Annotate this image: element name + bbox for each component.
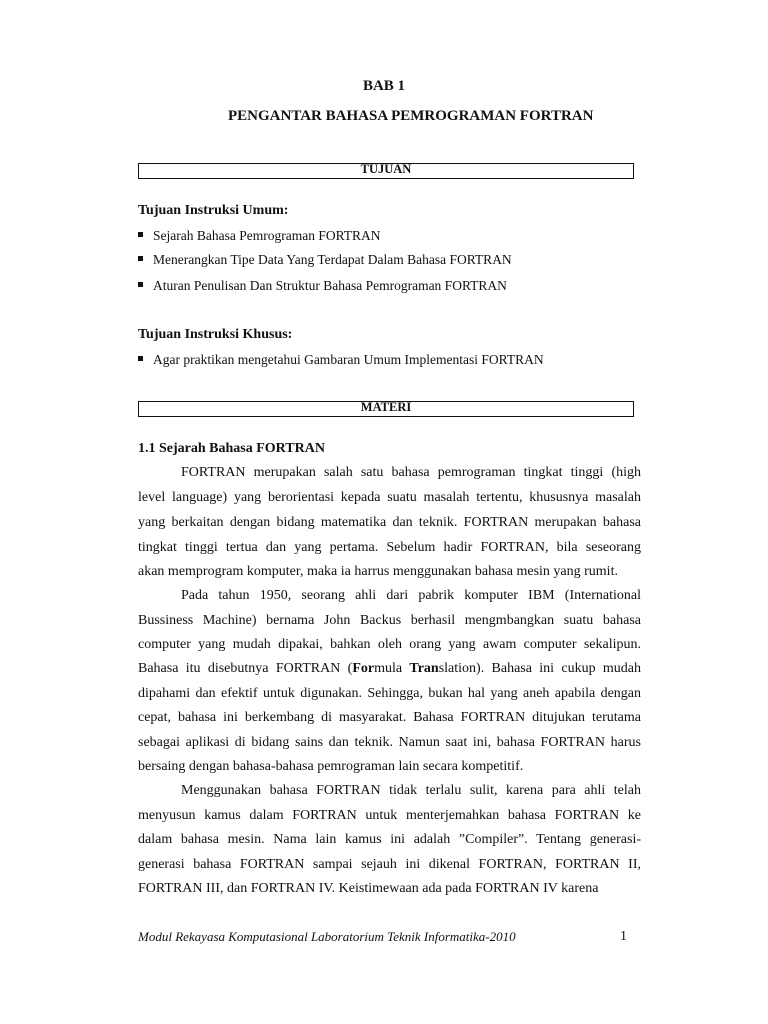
paragraph-line: FORTRAN III, dan FORTRAN IV. Keistimewaan ada pada FORTRAN IV karena [138,881,599,896]
paragraph-line [138,661,641,677]
paragraph-line: Pada tahun 1950, seorang ahli dari pabrik komputer IBM (International [181,588,641,603]
text-run: ). Bahasa ini cukup mudah [476,661,642,676]
section-heading: 1.1 Sejarah Bahasa FORTRAN [138,441,325,456]
paragraph-line: FORTRAN merupakan salah satu bahasa pemrograman tingkat tinggi (high [181,465,641,480]
tujuan-umum-heading: Tujuan Instruksi Umum: [138,203,289,218]
section-label-tujuan: TUJUAN [360,162,412,176]
paragraph-line: dalam bahasa mesin. Nama lain kamus ini adalah ”Compiler”. Tentang generasi- [138,832,641,847]
text-run: slation [438,661,477,676]
list-item [138,352,544,368]
paragraph-line: Bussiness Machine) bernama John Backus berhasil mengmbangkan suatu bahasa [138,613,641,628]
bullet-square-icon [138,282,143,287]
chapter-title: PENGANTAR BAHASA PEMROGRAMAN FORTRAN [228,108,594,124]
paragraph-line: dipahami dan efektif untuk digunakan. Sehingga, bukan hal yang aneh apabila dengan [138,686,641,701]
list-item [138,228,381,244]
list-item [138,252,512,268]
bullet-square-icon [138,256,143,261]
list-item [138,278,507,294]
list-item-text: Agar praktikan mengetahui Gambaran Umum Implementasi FORTRAN [153,352,544,367]
footer-text: Modul Rekayasa Komputasional Laboratorium Teknik Informatika-2010 [138,929,516,944]
emphasis-for: For [352,661,375,676]
paragraph-line: menyusun kamus dalam FORTRAN untuk menterjemahkan bahasa FORTRAN ke [138,808,641,823]
paragraph-line: yang berkaitan dengan bidang matematika dan teknik. FORTRAN merupakan bahasa [138,515,641,530]
chapter-label: BAB 1 [362,78,406,94]
list-item-text: Sejarah Bahasa Pemrograman FORTRAN [153,228,381,243]
paragraph-line: generasi bahasa FORTRAN sampai sejauh ini dikenal FORTRAN, FORTRAN II, [138,857,641,872]
text-run: mula [374,661,410,676]
text-run: Bahasa itu disebutnya FORTRAN ( [138,661,353,676]
bullet-square-icon [138,356,143,361]
paragraph-line: akan memprogram komputer, maka ia harrus menggunakan bahasa mesin yang rumit. [138,564,618,579]
paragraph-line: Menggunakan bahasa FORTRAN tidak terlalu sulit, karena para ahli telah [181,783,641,798]
tujuan-khusus-heading: Tujuan Instruksi Khusus: [138,327,293,342]
paragraph-line: level language) yang berorientasi kepada suatu masalah tertentu, khususnya masalah [138,490,641,505]
list-item-text: Menerangkan Tipe Data Yang Terdapat Dalam Bahasa FORTRAN [153,252,512,267]
page-number: 1 [620,929,627,944]
bullet-square-icon [138,232,143,237]
section-label-materi: MATERI [360,400,412,414]
section-box-tujuan [138,163,634,179]
list-item-text: Aturan Penulisan Dan Struktur Bahasa Pemrograman FORTRAN [153,278,507,293]
paragraph-line: sebagai aplikasi di bidang sains dan teknik. Namun saat ini, bahasa FORTRAN harus [138,735,641,750]
paragraph-line: cepat, bahasa ini berkembang di masyarakat. Bahasa FORTRAN ditujukan terutama [138,710,641,725]
paragraph-line: tingkat tinggi tertua dan yang pertama. Sebelum hadir FORTRAN, bila seseorang [138,540,641,555]
emphasis-tran: Tran [409,661,439,676]
paragraph-line: computer yang mudah dipakai, bahkan oleh orang yang awam computer sekalipun. [138,637,641,652]
paragraph-line: bersaing dengan bahasa-bahasa pemrograman lain secara kompetitif. [138,759,524,774]
section-box-materi [138,401,634,417]
